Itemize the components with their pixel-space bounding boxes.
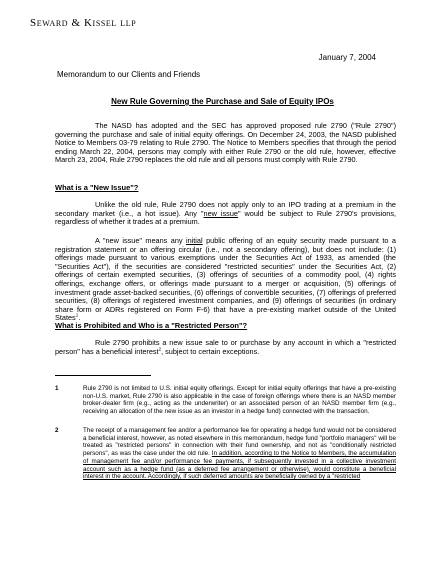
footnote-1 [55, 385, 396, 416]
firm-letterhead: Seward & Kissel llp [30, 17, 137, 29]
intro-paragraph: The NASD has adopted and the SEC has approved proposed rule 2790 ("Rule 2790") governing the purchase and sale of initial equity offerings. On December 24, 2003, the NASD published Notice to Members 03-79 relating to Rule 2790. The Notice to Members specifies that through the period ending March 22, 2004, persons may comply with either Rule 2790 or the old rule, however, effective March 23, 2004, Rule 2790 replaces the old rule and all persons must comply with Rule 2790. [55, 121, 396, 165]
underlined-text: In addition, according to the Notice to Members, the accumulation of management fee and/or performance fee payments, if subsequently invested in a collective investment account such as a hedge fund (as a deferred fee arrangement or otherwise), would constitute a beneficial interest in the account. Accordingly, if such deferred amounts are beneficially owned by a "restricted [83, 450, 397, 481]
footnote-2 [55, 427, 396, 481]
text-run: A "new issue" means any [95, 236, 186, 245]
footnote-text [83, 427, 396, 481]
text-run: public offering of an equity security made pursuant to a registration statement or an offering circular (i.e., not a secondary offering), but does not include: (1) offerings made pursuant to various exemptions under the Securities Act of 1933, as amended (the "Securities Act"), if the securities are considered "restricted securities" under the Securities Act, (2) offerings of certain exempted securities, (3) offerings of securities of a commodity pool, (4) rights offerings, exchange offers, or offerings made pursuant to a merger or acquisition, (5) offerings of investment grade asset-backed securities, (6) offerings of convertible securities, (7) offerings of preferred securities, (8) offerings of registered investment companies, and (9) offerings of securities (in ordinary share form or ADRs registered on Form F-6) that have a pre-existing market outside of the United States [55, 236, 396, 323]
new-issue-paragraph-1 [55, 201, 396, 227]
text-run: The receipt of a management fee and/or a performance fee for operating a hedge fund would not be considered a beneficial interest, however, as noted elsewhere in this memorandum, hedge fund "portfolio managers" will be treated as "restricted persons" in connection with their fund ownership, and not as "conditionally restricted persons", as was the case under the old rule. [83, 427, 396, 458]
text-run: Rule 2790 prohibits a new issue sale to or purchase by any account in which a "restricted person" has a beneficial interest [55, 338, 396, 356]
footnote-ref-2[interactable]: 2 [158, 346, 162, 352]
underlined-term: initial [185, 236, 203, 245]
restricted-paragraph [55, 339, 396, 356]
text-run: " would be subject to Rule 2790's provisions, regardless of whether it trades at a premium. [55, 208, 397, 227]
text-run: Unlike the old rule, Rule 2790 does not apply only to an IPO trading at a premium in the secondary market (i.e., a hot issue). Any " [55, 200, 396, 218]
footnote-number: 2 [55, 427, 59, 434]
memo-title: New Rule Governing the Purchase and Sale of Equity IPOs [111, 97, 334, 106]
text-run: , subject to certain exceptions. [161, 346, 260, 356]
underlined-term: new issue [203, 208, 238, 218]
heading-restricted-person: What is Prohibited and Who is a "Restricted Person"? [55, 321, 248, 330]
new-issue-paragraph-2 [55, 237, 396, 323]
footnote-divider [55, 375, 151, 376]
footnote-ref-1[interactable]: 1 [75, 312, 79, 318]
memo-date: January 7, 2004 [318, 53, 376, 62]
memo-line: Memorandum to our Clients and Friends [57, 70, 201, 79]
heading-new-issue: What is a "New Issue"? [55, 183, 139, 192]
footnote-number: 1 [55, 385, 59, 392]
text-run: . [78, 313, 81, 323]
footnote-text: Rule 2790 is not limited to U.S. initial equity offerings. Except for initial equity offerings that have a pre-existing non-U.S. market, Rule 2790 is also applicable in the case of foreign offerings where there is an NASD member broker-dealer firm (e.g., acting as the underwriter) or an associated person of an NASD member firm (e.g., receiving an allocation of the new issue as an investor in a hedge fund) connected with the transaction. [83, 385, 396, 416]
